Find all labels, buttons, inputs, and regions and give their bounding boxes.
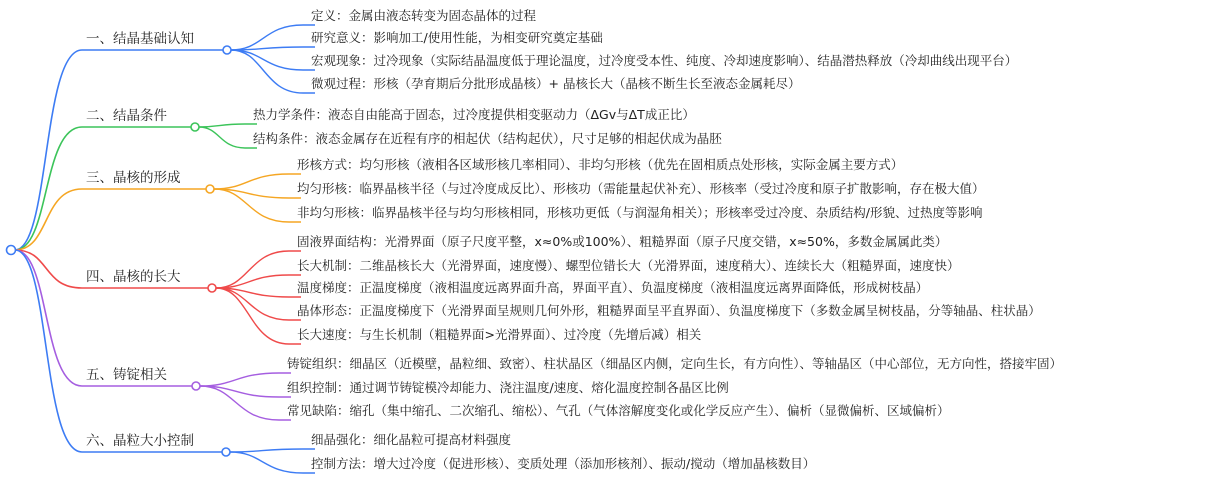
branch-label[interactable]: 一、结晶基础认知 (86, 31, 194, 47)
child-connector (231, 25, 315, 50)
child-node-label[interactable]: 热力学条件：液态自由能高于固态，过冷度提供相变驱动力（ΔGv与ΔT成正比） (253, 107, 695, 122)
child-connector (214, 174, 301, 189)
child-node-label[interactable]: 微观过程：形核（孕育期后分批形成晶核）+ 晶核长大（晶核不断生长至液态金属耗尽） (311, 76, 801, 91)
child-connector (216, 288, 301, 320)
child-node-label[interactable]: 均匀形核：临界晶核半径（与过冷度成反比）、形核功（需能量起伏补充）、形核率（受过冷度和原子扩散影响，存在极大值） (297, 181, 985, 196)
branch-collapse-circle[interactable] (191, 123, 199, 131)
branch-collapse-circle[interactable] (192, 382, 200, 390)
root-node-circle[interactable] (7, 246, 16, 255)
branch-label[interactable]: 六、晶粒大小控制 (86, 433, 194, 449)
child-node-label[interactable]: 非均匀形核：临界晶核半径与均匀形核相同，形核功更低（与润湿角相关）；形核率受过冷度、杂质结构/形貌、过热度等影响 (297, 205, 983, 220)
branch-label[interactable]: 四、晶核的长大 (86, 269, 181, 285)
child-node-label[interactable]: 长大速度：与生长机制（粗糙界面>光滑界面）、过冷度（先增后减）相关 (297, 327, 702, 342)
child-connector (216, 251, 301, 288)
child-node-label[interactable]: 组织控制：通过调节铸锭模冷却能力、浇注温度/速度、熔化温度控制各晶区比例 (287, 380, 729, 395)
child-node-label[interactable]: 形核方式：均匀形核（液相各区域形核几率相同）、非均匀形核（优先在固相质点处形核，实际金属主要方式） (297, 157, 904, 172)
child-connector (214, 189, 301, 222)
branch-collapse-circle[interactable] (208, 284, 216, 292)
child-node-label[interactable]: 宏观现象：过冷现象（实际结晶温度低于理论温度，过冷度受本性、纯度、冷却速度影响）、结晶潜热释放（冷却曲线出现平台） (311, 53, 1018, 68)
branch-label[interactable]: 二、结晶条件 (86, 108, 167, 124)
child-node-label[interactable]: 温度梯度：正温度梯度（液相温度远离界面升高，界面平直）、负温度梯度（液相温度远离界面降低，形成树枝晶） (297, 280, 929, 295)
branch-label[interactable]: 五、铸锭相关 (86, 367, 167, 383)
child-node-label[interactable]: 常见缺陷：缩孔（集中缩孔、二次缩孔、缩松）、气孔（气体溶解度变化或化学反应产生）、偏析（显微偏析、区域偏析） (287, 403, 950, 418)
child-node-label[interactable]: 结构条件：液态金属存在近程有序的相起伏（结构起伏），尺寸足够的相起伏成为晶胚 (253, 131, 722, 146)
branch-collapse-circle[interactable] (223, 46, 231, 54)
branch-collapse-circle[interactable] (206, 185, 214, 193)
child-connector (200, 386, 291, 420)
child-node-label[interactable]: 铸锭组织：细晶区（近模壁，晶粒细、致密）、柱状晶区（细晶区内侧，定向生长，有方向性）、等轴晶区（中心部位，无方向性，搭接牢固） (287, 356, 1063, 371)
child-node-label[interactable]: 定义：金属由液态转变为固态晶体的过程 (311, 8, 537, 23)
branch-label[interactable]: 三、晶核的形成 (86, 170, 181, 186)
child-connector (200, 373, 291, 386)
child-connector (230, 452, 315, 473)
child-node-label[interactable]: 长大机制：二维晶核长大（光滑界面，速度慢）、螺型位错长大（光滑界面，速度稍大）、连续长大（粗糙界面，速度快） (297, 258, 960, 273)
child-node-label[interactable]: 控制方法：增大过冷度（促进形核）、变质处理（添加形核剂）、振动/搅动（增加晶核数目） (311, 456, 816, 471)
branch-collapse-circle[interactable] (222, 448, 230, 456)
child-node-label[interactable]: 细晶强化：细化晶粒可提高材料强度 (311, 432, 512, 447)
child-connector (199, 124, 257, 127)
child-node-label[interactable]: 固液界面结构：光滑界面（原子尺度平整，x≈0%或100%）、粗糙界面（原子尺度交错，x≈50%，多数金属属此类） (297, 234, 948, 249)
child-connector (199, 127, 257, 148)
child-node-label[interactable]: 晶体形态：正温度梯度下（光滑界面呈规则几何外形，粗糙界面呈平直界面）、负温度梯度下（多数金属呈树枝晶，分等轴晶、柱状晶） (297, 303, 1041, 318)
child-connector (231, 50, 315, 93)
child-node-label[interactable]: 研究意义：影响加工/使用性能，为相变研究奠定基础 (311, 30, 603, 45)
child-connector (230, 449, 315, 452)
